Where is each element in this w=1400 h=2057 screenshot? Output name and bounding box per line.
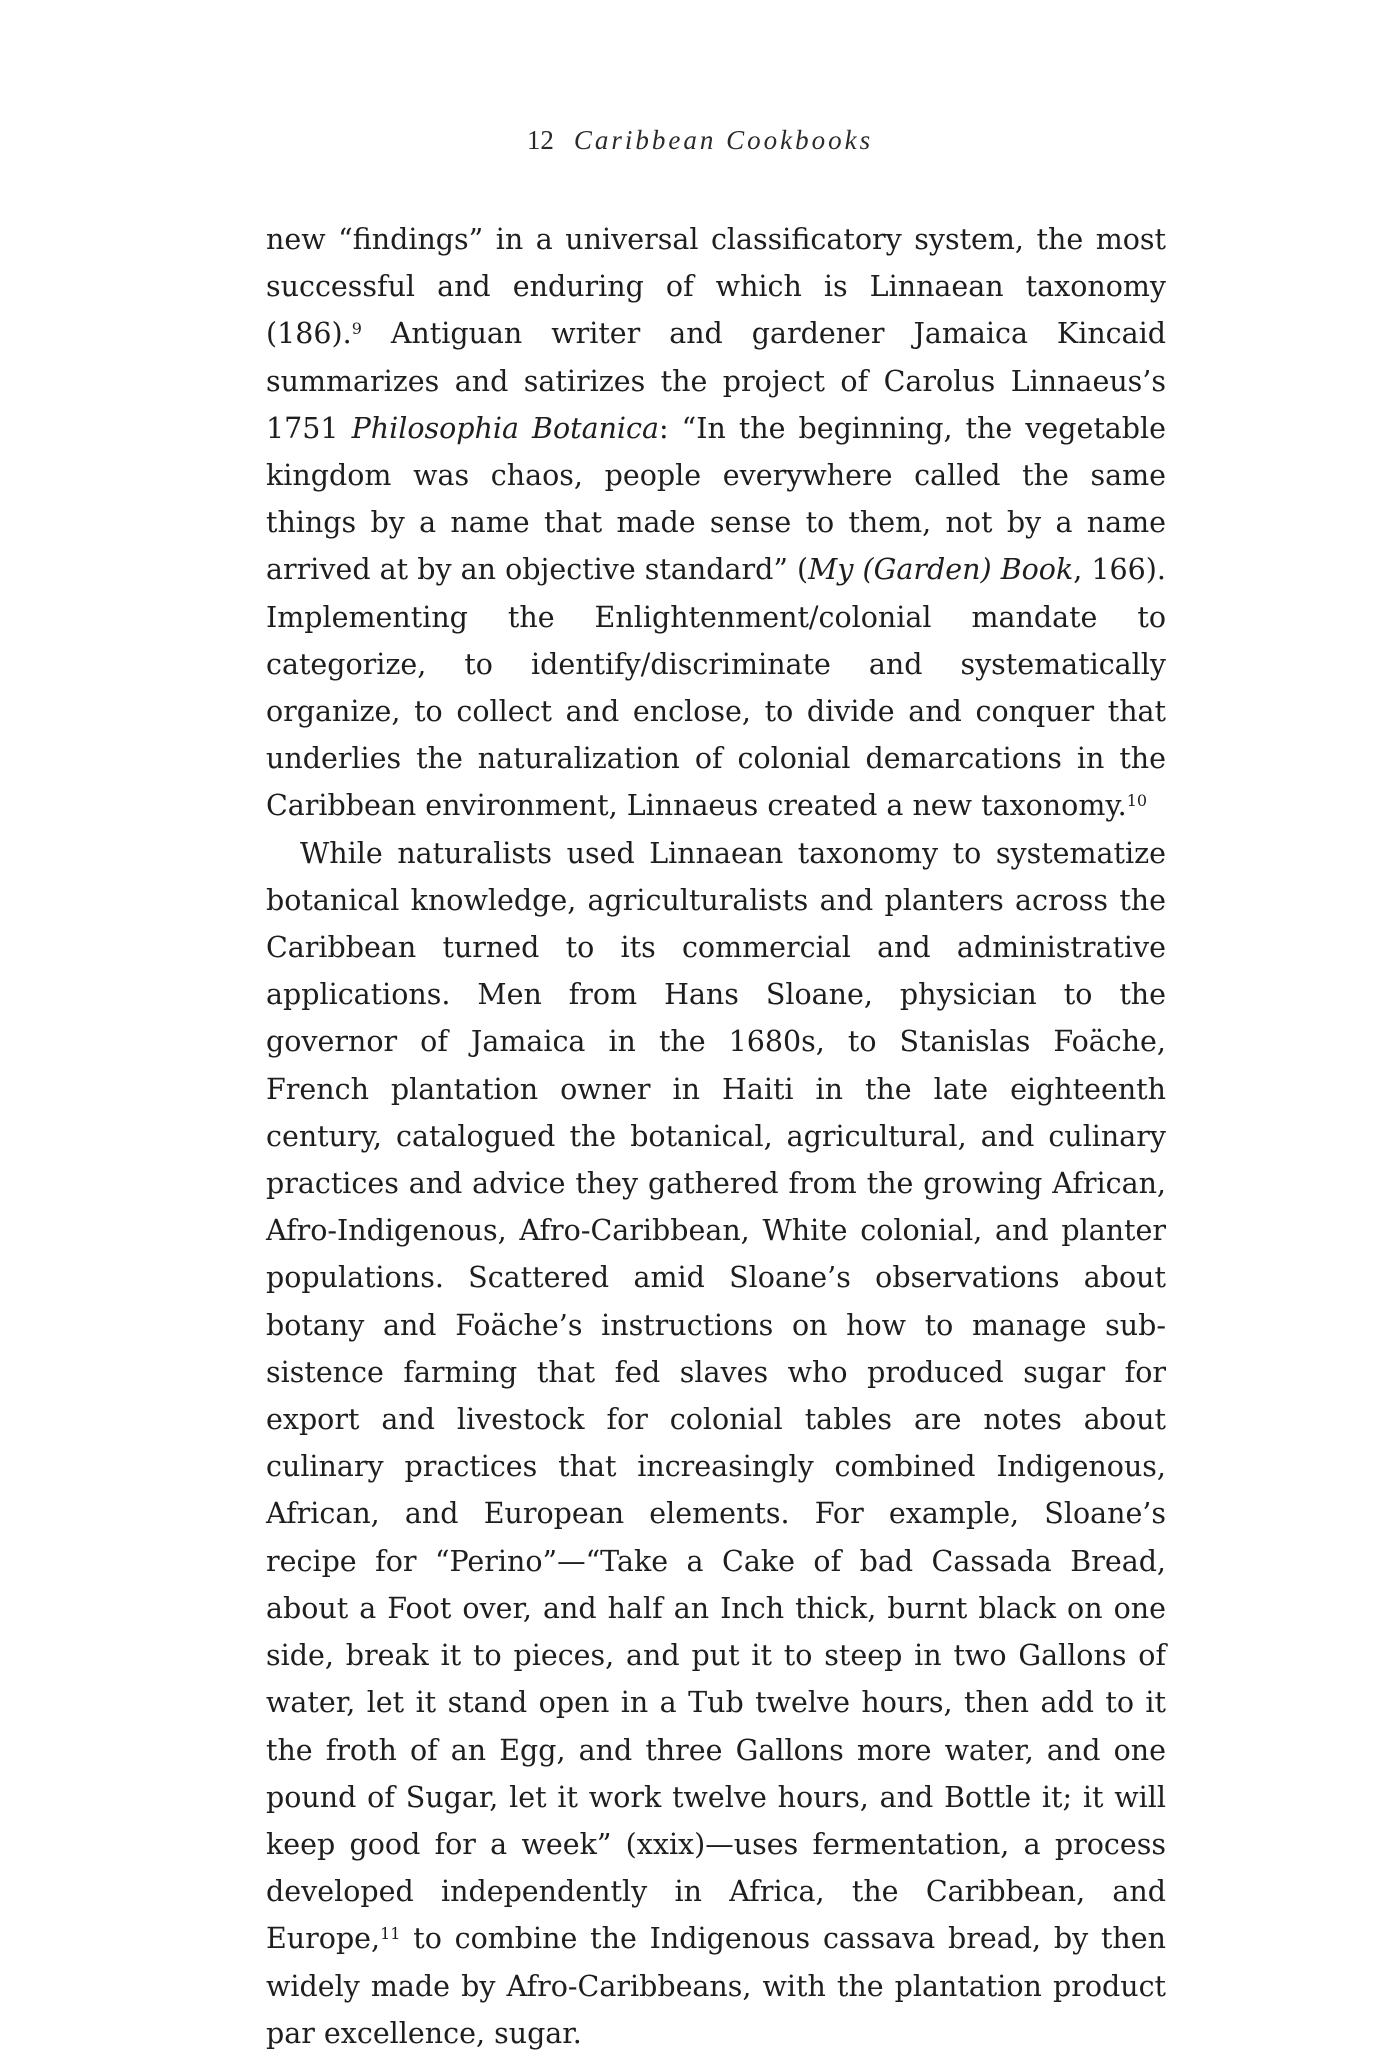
book-title-philosophia-botanica: Philosophia Botanica	[351, 411, 659, 445]
footnote-ref-9: 9	[351, 319, 362, 339]
text-run: While naturalists used Linnaean taxonomy to systematize botanical knowledge, agriculturalists and planters across the Caribbean turned to its commercial and administrative applications. Men from Hans Sloane, physician to the governor of Jamaica in the 1680s, to Stanislas Foäche, French plantation owner in Haiti in the late eighteenth century, catalogued the botanical, agricultural, and culinary practices and advice they gathered from the growing African, Afro-Indigenous, Afro-Caribbean, White colonial, and planter populations. Scattered amid Sloane’s observations about botany and Foäche’s instructions on how to manage subsistence farming that fed slaves who produced sugar for export and livestock for colonial tables are notes about culinary practices that increasingly combined Indigenous, African, and European elements. For example, Sloane’s recipe for “Perino”—“Take a Cake of bad Cassada Bread, about a Foot over, and half an Inch thick, burnt black on one side, break it to pieces, and put it to steep in two Gallons of water, let it stand open in a Tub twelve hours, then add to it the froth of an Egg, and three Gallons more water, and one pound of Sugar, let it work twelve hours, and Bottle it; it will keep good for a week” (xxix)—uses fermentation, a process developed independently in Africa, the Caribbean, and Europe,	[266, 836, 1166, 1956]
text-run: to combine the Indigenous cassava bread, by then widely made by Afro-Caribbeans, with the plantation product par excellence, sugar.	[266, 1922, 1166, 2050]
text-run: : “In the beginning, the vegetable kingdom was chaos, people everywhere called the same things by a name that made sense to them, not by a name arrived at by an objective standard” (	[266, 411, 1166, 587]
body-text	[266, 216, 1166, 2057]
text-run: , 166). Implementing the Enlightenment/colonial mandate to categorize, to identify/discriminate and systematically organize, to collect and enclose, to divide and conquer that underlies the naturalization of colonial demarcations in the Caribbean environment, Linnaeus created a new taxonomy.	[266, 553, 1166, 823]
footnote-ref-10: 10	[1126, 791, 1148, 811]
footnote-ref-11: 11	[380, 1924, 401, 1944]
paragraph-1	[266, 216, 1166, 830]
page-number: 12	[526, 125, 554, 155]
running-title: Caribbean Cookbooks	[573, 125, 874, 155]
running-head	[0, 122, 1400, 158]
text-run: Antiguan writer and gardener Jamaica Kincaid summarizes and satirizes the project of Carolus Linnaeus’s 1751	[266, 317, 1166, 445]
text-run: new “findings” in a universal classificatory system, the most successful and enduring of which is Linnaean taxonomy (186).	[266, 223, 1166, 351]
book-title-my-garden-book: My (Garden) Book	[808, 553, 1074, 587]
paragraph-2	[266, 830, 1166, 2057]
